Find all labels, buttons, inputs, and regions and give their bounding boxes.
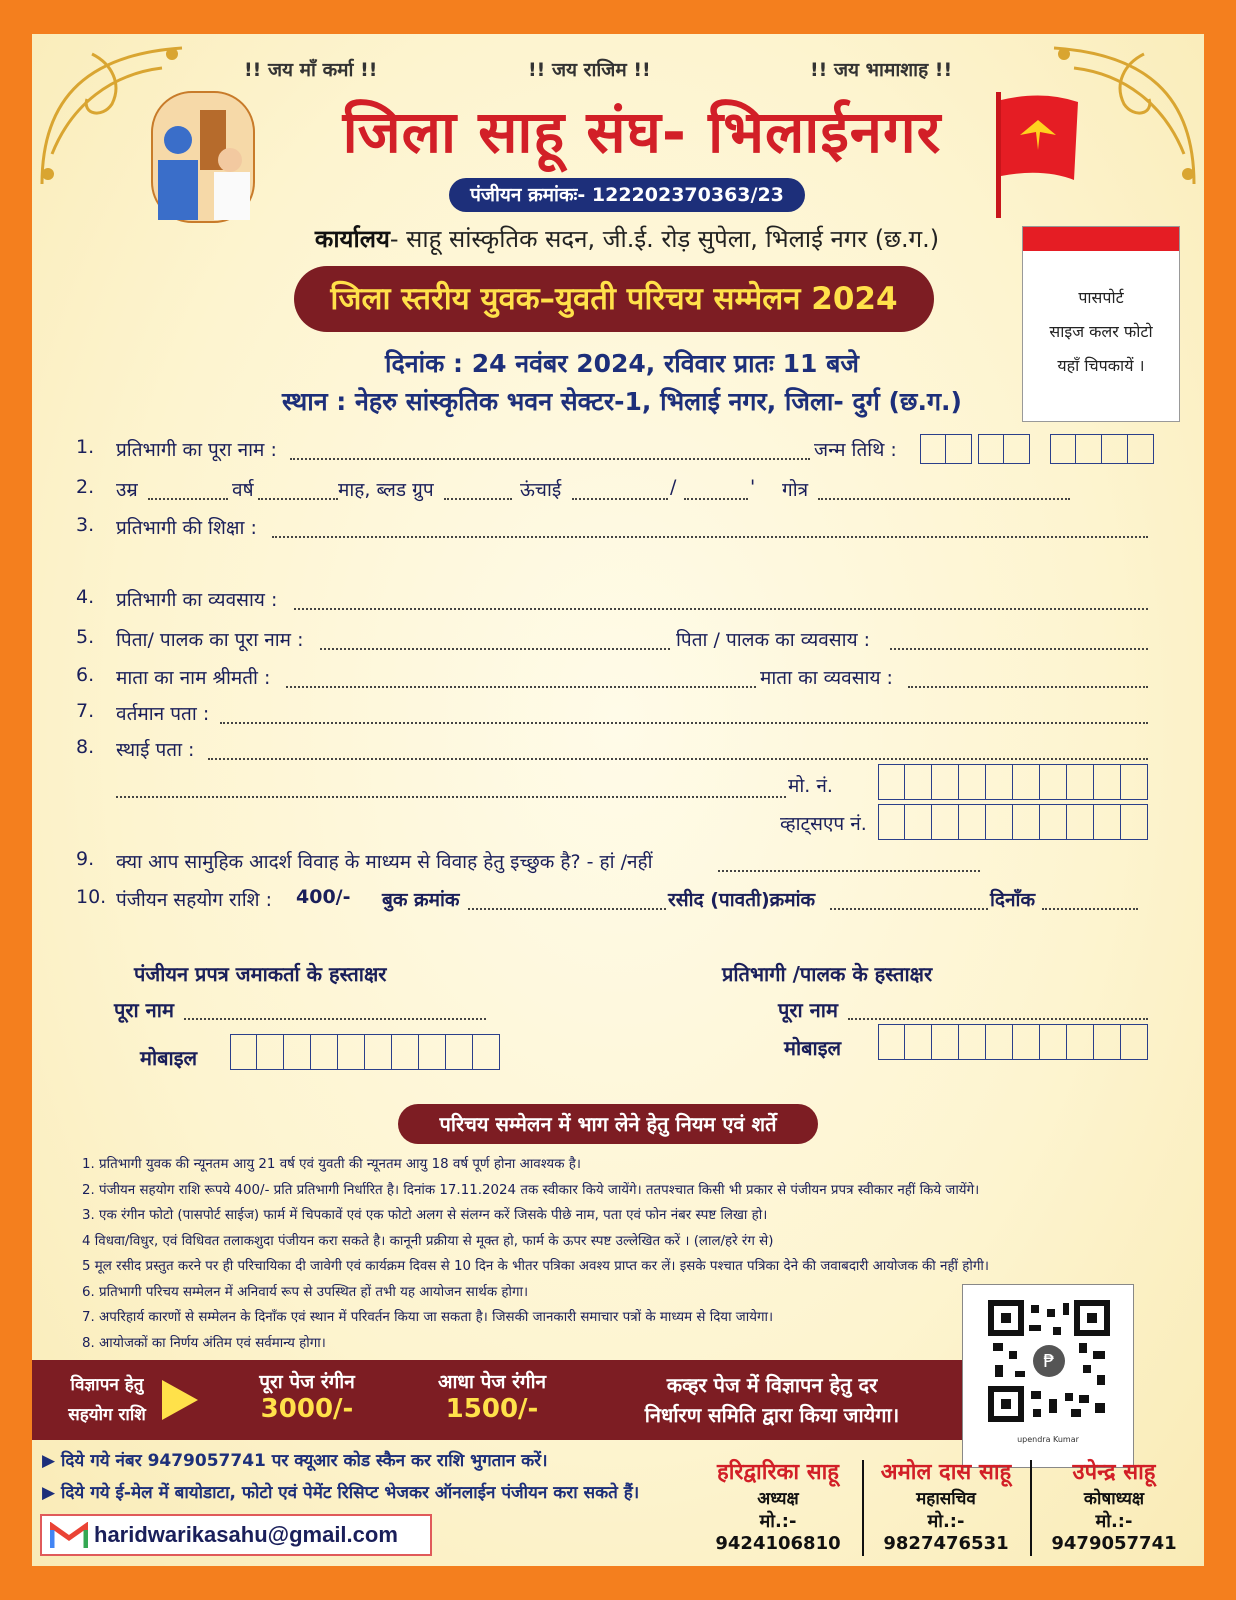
- event-date: दिनांक : 24 नवंबर 2024, रविवार प्रातः 11 बजे: [385, 349, 859, 378]
- height-separator: /: [670, 476, 677, 498]
- dob-label: जन्म तिथि :: [814, 439, 897, 461]
- dob-day-boxes[interactable]: [920, 434, 972, 464]
- email-box[interactable]: [40, 1514, 432, 1556]
- office-address: [262, 222, 992, 255]
- photo-line-3: यहाँ चिपकायें ।: [1057, 356, 1145, 375]
- field-num-3: 3.: [76, 514, 95, 536]
- book-number-field[interactable]: [468, 908, 666, 910]
- education-label: प्रतिभागी की शिक्षा :: [116, 517, 257, 539]
- registration-number: पंजीयन क्रमांकः- 122202370363/23: [449, 178, 805, 212]
- field-num-8: 8.: [76, 736, 95, 758]
- half-page-amount: 1500/-: [445, 1394, 539, 1424]
- official-president: [698, 1456, 858, 1554]
- gotra-label: गोत्र: [782, 479, 809, 501]
- qr-code-icon: [987, 1299, 1111, 1423]
- rule-item: 3. एक रंगीन फोटो (पासपोर्ट साईज) फार्म में चिपकावें एवं एक फोटो अलग से संलग्न करें जिसके पीछे नाम, पता एवं फोन नंबर स्पष्ट लिखा हो।: [82, 1208, 768, 1223]
- depositor-name-label: पूरा नाम: [114, 998, 174, 1022]
- rule-item: 6. प्रतिभागी परिचय सम्मेलन में अनिवार्य रूप से उपस्थित हों तभी यह आयोजन सार्थक होगा।: [82, 1284, 529, 1300]
- participant-sig-mobile-label: मोबाइल: [784, 1036, 842, 1060]
- photo-box-text: [1023, 251, 1179, 383]
- official-mobile: मो.:- 9479057741: [1051, 1511, 1177, 1554]
- official-name: हरिद्वारिका साहू: [717, 1460, 839, 1485]
- participant-sig-name-label: पूरा नाम: [778, 998, 838, 1022]
- participant-sig-name-field[interactable]: [848, 1018, 1148, 1020]
- dob-year-boxes[interactable]: [1050, 434, 1154, 464]
- office-text: - साहू सांस्कृतिक सदन, जी.ई. रोड़ सुपेला, भिलाई नगर (छ.ग.): [389, 225, 940, 253]
- full-page-label: पूरा पेज रंगीन: [259, 1371, 355, 1393]
- jai-rajim: !! जय राजिम !!: [528, 59, 651, 81]
- age-years-field[interactable]: [148, 498, 228, 500]
- jai-bhamashah: !! जय भामाशाह !!: [810, 59, 953, 81]
- occupation-label: प्रतिभागी का व्यवसाय :: [116, 589, 278, 611]
- mother-occupation-label: माता का व्यवसाय :: [760, 667, 893, 689]
- official-name: अमोल दास साहू: [880, 1460, 1012, 1485]
- deity-image: [150, 90, 256, 224]
- jai-karma: !! जय माँ कर्मा !!: [244, 59, 378, 81]
- depositor-mobile-label: मोबाइल: [140, 1046, 198, 1070]
- gotra-field[interactable]: [818, 498, 1070, 500]
- receipt-date-label: दिनाँक: [990, 889, 1036, 911]
- height-feet-field[interactable]: [572, 498, 668, 500]
- photo-box-bar: [1023, 227, 1179, 251]
- field-num-9: 9.: [76, 848, 95, 870]
- receipt-number-field[interactable]: [830, 908, 988, 910]
- official-treasurer: [1034, 1456, 1194, 1554]
- mother-name-field[interactable]: [286, 686, 756, 688]
- field-num-10: 10.: [76, 886, 107, 908]
- rule-item: 2. पंजीयन सहयोग राशि रूपये 400/- प्रति प्रतिभागी निर्धारित है। दिनांक 17.11.2024 तक स्वीकार किये जायेंगे। ततपश्चात किसी भी प्रकार से पंजीयन प्रपत्र स्वीकार नहीं किये जायेंगे।: [82, 1182, 980, 1198]
- official-name: उपेन्द्र साहू: [1072, 1460, 1156, 1485]
- dob-month-boxes[interactable]: [978, 434, 1030, 464]
- half-page-label: आधा पेज रंगीन: [437, 1371, 547, 1393]
- years-label: वर्ष: [232, 479, 254, 501]
- current-address-label: वर्तमान पता :: [116, 703, 210, 725]
- cover-note-2: निर्धारण समिति द्वारा किया जायेगा।: [644, 1403, 900, 1427]
- depositor-name-field[interactable]: [184, 1018, 486, 1020]
- depositor-signature-title: पंजीयन प्रपत्र जमाकर्ता के हस्ताक्षर: [134, 962, 387, 986]
- payment-instruction-2: ▶ दिये गये ई-मेल में बायोडाटा, फोटो एवं पेमेंट रिसिप्ट भेजकर ऑनलाईन पंजीयन करा सकते हैं।: [42, 1483, 640, 1503]
- advert-rate-bar: [32, 1360, 962, 1440]
- payment-instruction-1: ▶ दिये गये नंबर 9479057741 पर क्यूआर कोड स्कैन कर राशि भुगतान करें।: [42, 1451, 548, 1471]
- book-number-label: बुक क्रमांक: [382, 889, 460, 911]
- participant-name-label: प्रतिभागी का पूरा नाम :: [116, 439, 277, 461]
- field-num-6: 6.: [76, 664, 95, 686]
- father-occupation-field[interactable]: [890, 648, 1148, 650]
- form-sheet: [32, 34, 1204, 1566]
- mother-occupation-field[interactable]: [908, 686, 1148, 688]
- full-page-amount: 3000/-: [260, 1394, 354, 1424]
- mobile-boxes[interactable]: [878, 764, 1148, 800]
- qr-caption: upendra Kumar: [1017, 1435, 1079, 1444]
- field-num-2: 2.: [76, 476, 95, 498]
- cover-page-note: [602, 1370, 942, 1430]
- rules-title: परिचय सम्मेलन में भाग लेने हेतु नियम एवं शर्ते: [398, 1104, 818, 1144]
- permanent-address-field-2[interactable]: [116, 796, 786, 798]
- father-name-field[interactable]: [320, 648, 670, 650]
- mother-name-label: माता का नाम श्रीमती :: [116, 667, 271, 689]
- blood-group-label: माह, ब्लड ग्रुप: [338, 479, 434, 501]
- half-page-rate: [412, 1368, 572, 1424]
- field-num-4: 4.: [76, 586, 95, 608]
- passport-photo-box[interactable]: [1022, 226, 1180, 422]
- field-num-1: 1.: [76, 436, 95, 458]
- participant-name-field[interactable]: [290, 458, 810, 460]
- reg-fee-amount: 400/-: [296, 886, 351, 908]
- official-post: कोषाध्यक्ष: [1083, 1489, 1145, 1509]
- official-secretary: [866, 1456, 1026, 1554]
- payment-qr-card[interactable]: [962, 1284, 1134, 1468]
- official-mobile: मो.:- 9827476531: [883, 1511, 1009, 1554]
- participant-sig-mobile-boxes[interactable]: [878, 1024, 1148, 1060]
- current-address-field[interactable]: [220, 722, 1148, 724]
- advert-label: [52, 1370, 162, 1430]
- advert-label-2: सहयोग राशि: [68, 1405, 146, 1425]
- age-months-field[interactable]: [258, 498, 338, 500]
- father-name-label: पिता/ पालक का पूरा नाम :: [116, 629, 304, 651]
- gmail-icon: [50, 1522, 88, 1550]
- event-venue: स्थान : नेहरु सांस्कृतिक भवन सेक्टर-1, भिलाई नगर, जिला- दुर्ग (छ.ग.): [282, 387, 962, 416]
- photo-line-1: पासपोर्ट: [1078, 288, 1124, 307]
- occupation-field[interactable]: [294, 608, 1148, 610]
- photo-line-2: साइज कलर फोटो: [1049, 322, 1153, 341]
- permanent-address-field[interactable]: [208, 758, 1148, 760]
- height-inch-field[interactable]: [684, 498, 748, 500]
- whatsapp-label: व्हाट्सएप नं.: [780, 813, 867, 835]
- height-label: ऊंचाई: [520, 479, 562, 501]
- rule-item: 7. अपरिहार्य कारणों से सम्मेलन के दिनाँक एवं स्थान में परिवर्तन किया जा सकता है। जिसकी जानकारी समाचार पत्रों के माध्यम से दिया जायेगा।: [82, 1310, 774, 1325]
- divider: [862, 1460, 864, 1556]
- mass-marriage-field[interactable]: [718, 870, 980, 872]
- rule-item: 4 विधवा/विधुर, एवं विधिवत तलाकशुदा पंजीयन करा सकते है। कानूनी प्रक्रीया से मूक्त हो, फार्म के ऊपर स्पष्ट उल्लेखित करें । (लाल/हरे रंग से): [82, 1233, 774, 1249]
- event-banner: जिला स्तरीय युवक–युवती परिचय सम्मेलन 2024: [294, 266, 934, 332]
- divider: [1030, 1460, 1032, 1556]
- arrow-icon: [162, 1380, 198, 1420]
- field-num-5: 5.: [76, 626, 95, 648]
- mass-marriage-question: क्या आप सामुहिक आदर्श विवाह के माध्यम से विवाह हेतु इच्छुक है? - हां /नहीं: [116, 851, 653, 873]
- payment-line-2: दिये गये ई-मेल में बायोडाटा, फोटो एवं पेमेंट रिसिप्ट भेजकर ऑनलाईन पंजीयन करा सकते हैं।: [61, 1483, 640, 1503]
- age-label: उम्र: [116, 479, 138, 501]
- permanent-address-label: स्थाई पता :: [116, 739, 195, 761]
- rule-item: 5 मूल रसीद प्रस्तुत करने पर ही परिचायिका दी जावेगी एवं कार्यक्रम दिवस से 10 दिन के भीतर पत्रिका अवश्य प्राप्त कर लें। इसके पश्चात पत्रिका देने की जवाबदारी आयोजक की नहीं होगी।: [82, 1259, 989, 1274]
- official-post: अध्यक्ष: [757, 1489, 799, 1509]
- rule-item: 1. प्रतिभागी युवक की न्यूनतम आयु 21 वर्ष एवं युवती की न्यूनतम आयु 18 वर्ष पूर्ण होना आवश्यक है।: [82, 1157, 581, 1172]
- flag-image: [988, 90, 1088, 220]
- official-mobile: मो.:- 9424106810: [715, 1511, 841, 1554]
- reg-fee-label: पंजीयन सहयोग राशि :: [116, 889, 273, 911]
- advert-label-1: विज्ञापन हेतु: [70, 1375, 144, 1395]
- email-address[interactable]: haridwarikasahu@gmail.com: [94, 1522, 398, 1547]
- participant-signature-title: प्रतिभागी /पालक के हस्ताक्षर: [722, 962, 933, 986]
- field-num-7: 7.: [76, 700, 95, 722]
- height-inch-mark: ': [750, 476, 756, 498]
- svg-text:₱: ₱: [1043, 1351, 1055, 1372]
- whatsapp-boxes[interactable]: [878, 804, 1148, 840]
- cover-note-1: कव्हर पेज में विज्ञापन हेतु दर: [666, 1373, 878, 1397]
- org-title: जिला साहू संघ- भिलाईनगर: [342, 98, 942, 166]
- office-label: कार्यालय: [314, 225, 390, 253]
- education-field[interactable]: [272, 536, 1148, 538]
- payment-line-1: दिये गये नंबर 9479057741 पर क्यूआर कोड स्कैन कर राशि भुगतान करें।: [61, 1451, 548, 1471]
- father-occupation-label: पिता / पालक का व्यवसाय :: [676, 629, 871, 651]
- mobile-label: मो. नं.: [788, 775, 833, 797]
- blood-group-field[interactable]: [444, 498, 512, 500]
- receipt-number-label: रसीद (पावती)क्रमांक: [668, 889, 816, 911]
- receipt-date-field[interactable]: [1042, 908, 1138, 910]
- full-page-rate: [232, 1368, 382, 1424]
- depositor-mobile-boxes[interactable]: [230, 1034, 500, 1070]
- rule-item: 8. आयोजकों का निर्णय अंतिम एवं सर्वमान्य होगा।: [82, 1335, 326, 1351]
- official-post: महासचिव: [916, 1489, 976, 1509]
